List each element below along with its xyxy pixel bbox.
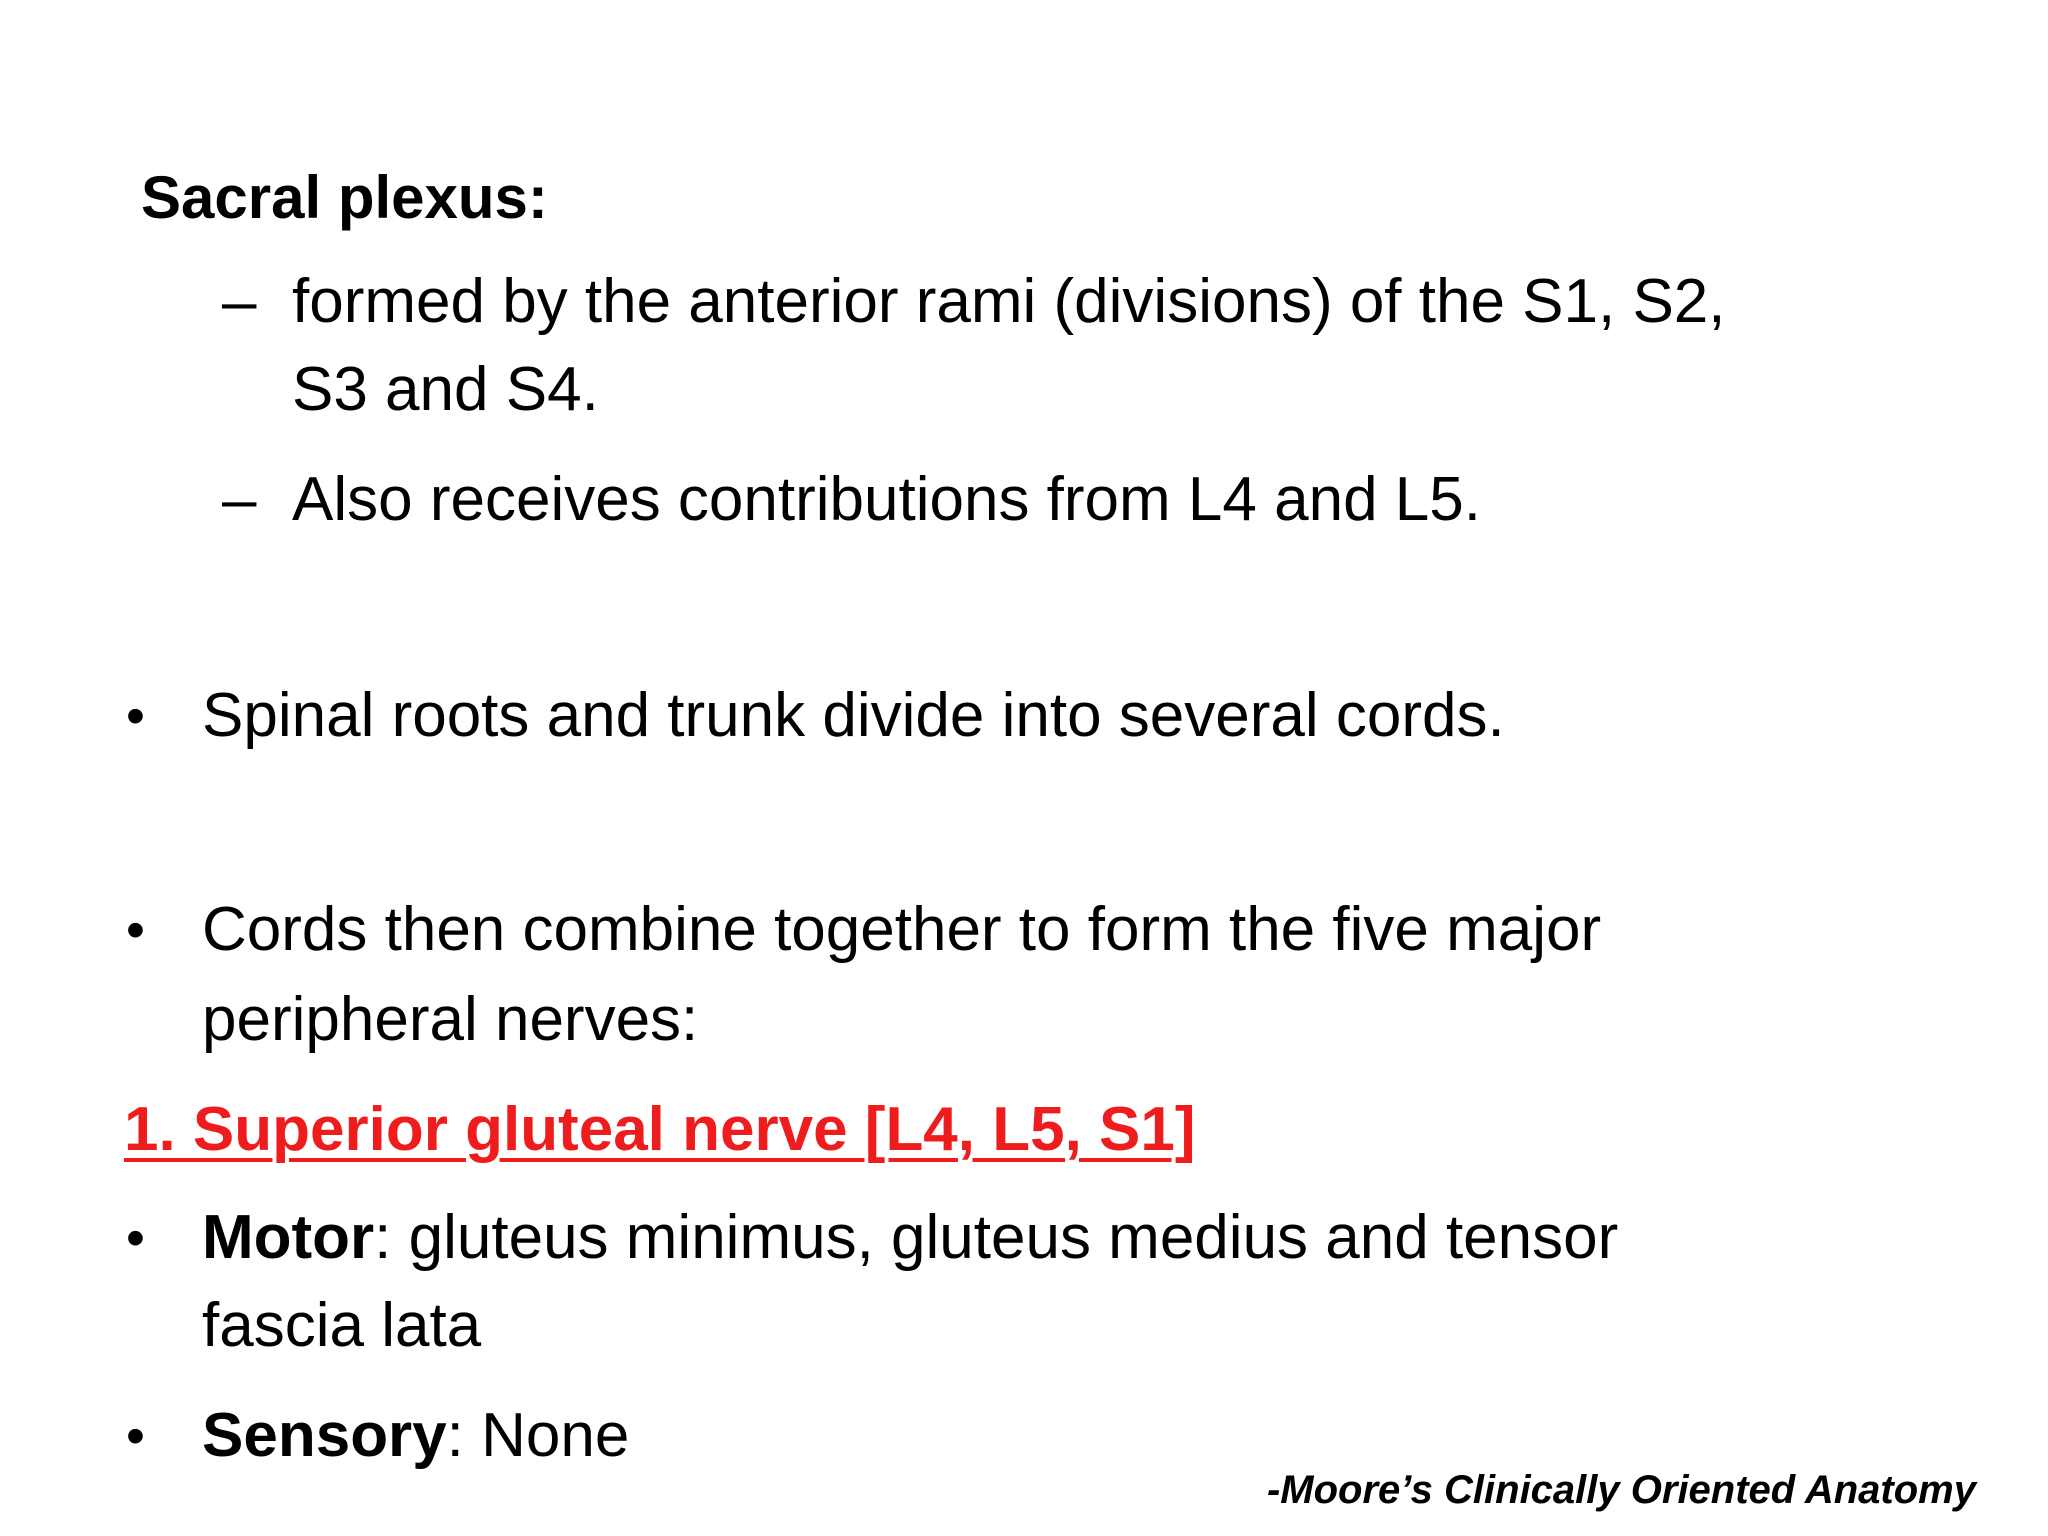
motor-line-2: fascia lata bbox=[202, 1291, 482, 1360]
nerve-title: 1. Superior gluteal nerve [L4, L5, S1] bbox=[124, 1095, 1196, 1164]
bullet-marker: • bbox=[126, 1208, 145, 1268]
bullet-1-line-1: Spinal roots and trunk divide into several cords. bbox=[202, 681, 1505, 750]
sensory-label: Sensory bbox=[202, 1401, 447, 1470]
slide-heading: Sacral plexus: bbox=[141, 164, 548, 231]
bullet-marker: • bbox=[126, 686, 145, 746]
bullet-2-line-1: Cords then combine together to form the five major bbox=[202, 895, 1602, 964]
bullet-marker: • bbox=[126, 900, 145, 960]
dash-marker: – bbox=[222, 267, 257, 336]
sensory-line bbox=[202, 1396, 629, 1476]
sub-item-1-line-2: S3 and S4. bbox=[292, 355, 599, 424]
sub-item-1-line-1: formed by the anterior rami (divisions) of the S1, S2, bbox=[292, 267, 1726, 336]
motor-line-1 bbox=[202, 1198, 1618, 1278]
bullet-marker: • bbox=[126, 1406, 145, 1466]
sub-item-2-line-1: Also receives contributions from L4 and L5. bbox=[292, 465, 1481, 534]
citation: -Moore’s Clinically Oriented Anatomy bbox=[1266, 1468, 1976, 1512]
bullet-2-line-2: peripheral nerves: bbox=[202, 985, 699, 1054]
motor-text: : gluteus minimus, gluteus medius and tensor bbox=[374, 1203, 1619, 1272]
sensory-text: : None bbox=[446, 1401, 630, 1470]
dash-marker: – bbox=[222, 465, 257, 534]
motor-label: Motor bbox=[202, 1203, 375, 1272]
